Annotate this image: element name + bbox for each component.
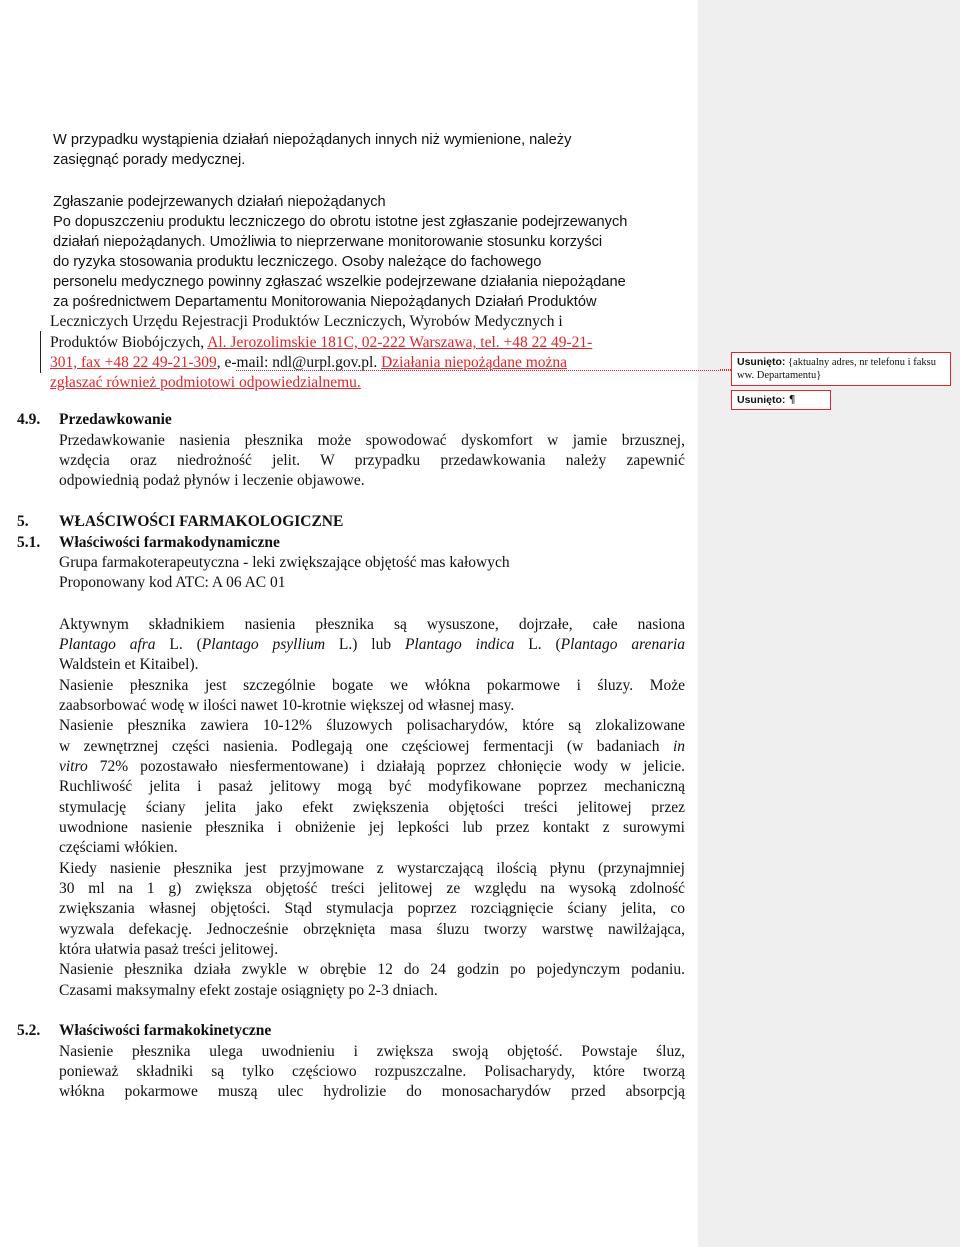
section-number: 5. [17, 513, 29, 530]
comment-balloon-deleted-address[interactable] [731, 352, 951, 386]
section-title: WŁAŚCIWOŚCI FARMAKOLOGICZNE [59, 513, 344, 530]
reporting-address-line [50, 333, 592, 353]
reporting-line: za pośrednictwem Departamentu Monitorowania Niepożądanych Działań Produktów [53, 294, 597, 310]
body-line: która ułatwia pasaż treści jelitowej. [59, 941, 279, 958]
body-text: 72% pozostawało niesfermentowane) i działają poprzez chłonięcie wody w jelicie. [87, 758, 685, 775]
reporting-line: Po dopuszczeniu produktu leczniczego do obrotu istotne jest zgłaszanie podejrzewanych [53, 214, 628, 230]
body-line: Nasienie płesznika działa zwykle w obrębie 12 do 24 godzin po pojedynczym podaniu. [59, 961, 685, 978]
body-line: wyzwala defekację. Jednocześnie obrzęknięta masa śluzu tworzy warstwę nawilżająca, [59, 921, 685, 938]
change-bar [40, 331, 41, 373]
section-title: Właściwości farmakokinetyczne [59, 1022, 272, 1039]
registry-name: Produktów Biobójczych, [50, 334, 208, 351]
body-line: Aktywnym składnikiem nasienia płesznika są wysuszone, dojrzałe, całe nasiona [59, 616, 685, 633]
inserted-mah-line: zgłaszać również podmiotowi odpowiedzialnemu. [50, 374, 361, 391]
body-line: zwiększania własnej objętości. Stąd stymulacja poprzez rozciągnięcie ściany jelita, co [59, 900, 685, 917]
latin-name: Plantago psyllium [201, 636, 326, 653]
body-text: L.) lub [325, 636, 405, 653]
overdose-line: odpowiednią podaż płynów i leczenie objawowe. [59, 472, 365, 489]
email-text: , e-mail: ndl@urpl.gov.pl. [216, 354, 382, 371]
body-text: w zewnętrznej części nasienia. Podlegają one częściowej fermentacji (w badaniach [59, 738, 673, 755]
inserted-address: Al. Jerozolimskie 181C, 02-222 Warszawa, tel. +48 22 49-21- [207, 334, 593, 351]
comment-connector [236, 370, 731, 371]
overdose-line: Przedawkowanie nasienia płesznika może spowodować dyskomfort w jamie brzusznej, [59, 432, 685, 449]
intro-line: zasięgnąć porady medycznej. [53, 152, 246, 168]
body-line: uwodnione nasienie płesznika i obniżenie jej lepkości lub przez kontakt z surowymi [59, 819, 685, 836]
comment-connector [720, 369, 731, 370]
body-line: włókna pokarmowe muszą ulec hydrolizie do monosacharydów przed absorpcją [59, 1083, 685, 1100]
reporting-line: do ryzyka stosowania produktu leczniczego. Osoby należące do fachowego [53, 254, 542, 270]
body-line: Kiedy nasienie płesznika jest przyjmowane z wystarczającą ilością płynu (przynajmniej [59, 860, 685, 877]
latin-term: in [672, 738, 685, 755]
body-line: zaabsorbować wodę w ilości nawet 10-krotnie większej od własnej masy. [59, 697, 515, 714]
comment-label: Usunięto: [737, 356, 786, 368]
body-line: stymulację ściany jelita jako efekt zwiększenia objętości treści jelitowej przez [59, 799, 685, 816]
body-line: 30 ml na 1 g) zwiększa objętość treści jelitowej ze względu na wysoką zdolność [59, 880, 685, 897]
latin-name: Plantago afra [59, 636, 156, 653]
section-title: Przedawkowanie [59, 411, 172, 428]
species-line [59, 635, 685, 655]
body-line: ponieważ składniki są tylko częściowo rozpuszczalne. Polisacharydy, które tworzą [59, 1063, 685, 1080]
comment-label: Usunięto: [737, 394, 786, 406]
inserted-mah-text: Działania niepożądane można [381, 354, 568, 371]
body-line: Czasami maksymalny efekt zostaje osiągnięty po 2-3 dniach. [59, 982, 438, 999]
comment-balloon-deleted-paragraph[interactable] [731, 390, 831, 410]
body-line [59, 737, 685, 757]
body-text: L. ( [514, 636, 561, 653]
overdose-line: wzdęcia oraz niedrożność jelit. W przypadku przedawkowania należy zapewnić [59, 452, 685, 469]
comment-margin [698, 0, 960, 1247]
section-number: 5.2. [17, 1022, 41, 1039]
reporting-line: Leczniczych Urzędu Rejestracji Produktów Leczniczych, Wyrobów Medycznych i [50, 313, 563, 330]
latin-term: vitro [59, 758, 88, 775]
body-line: Nasienie płesznika zawiera 10-12% śluzowych polisacharydów, które są zlokalizowane [59, 717, 685, 734]
reporting-line: personelu medycznego powinny zgłaszać wszelkie podejrzewane działania niepożądane [53, 274, 626, 290]
body-line: Ruchliwość jelita i pasaż jelitowy mogą być modyfikowane poprzez mechaniczną [59, 778, 685, 795]
intro-line: W przypadku wystąpienia działań niepożądanych innych niż wymienione, należy [53, 132, 572, 148]
latin-name: Plantago arenaria [560, 636, 686, 653]
body-line: Nasienie płesznika ulega uwodnieniu i zwiększa swoją objętość. Powstaje śluz, [59, 1043, 685, 1060]
comment-text: {aktualny adres, nr telefonu i faksu ww. Departamentu} [737, 357, 936, 381]
body-line: Waldstein et Kitaibel). [59, 656, 199, 673]
latin-name: Plantago indica [404, 636, 515, 653]
atc-code: Proponowany kod ATC: A 06 AC 01 [59, 574, 286, 591]
inserted-fax: 301, fax +48 22 49-21-309 [50, 354, 217, 371]
section-number: 4.9. [17, 411, 41, 428]
comment-text: ¶ [785, 394, 796, 406]
body-line: Nasienie płesznika jest szczególnie bogate we włókna pokarmowe i śluzy. Może [59, 677, 685, 694]
section-number: 5.1. [17, 534, 41, 551]
body-text: L. ( [155, 636, 202, 653]
reporting-heading: Zgłaszanie podejrzewanych działań niepożądanych [53, 194, 386, 210]
section-title: Właściwości farmakodynamiczne [59, 534, 280, 551]
body-line [59, 757, 685, 777]
pharmacotherapeutic-group: Grupa farmakoterapeutyczna - leki zwiększające objętość mas kałowych [59, 554, 510, 571]
body-line: częściami włókien. [59, 839, 178, 856]
reporting-line: działań niepożądanych. Umożliwia to nieprzerwane monitorowanie stosunku korzyści [53, 234, 603, 250]
